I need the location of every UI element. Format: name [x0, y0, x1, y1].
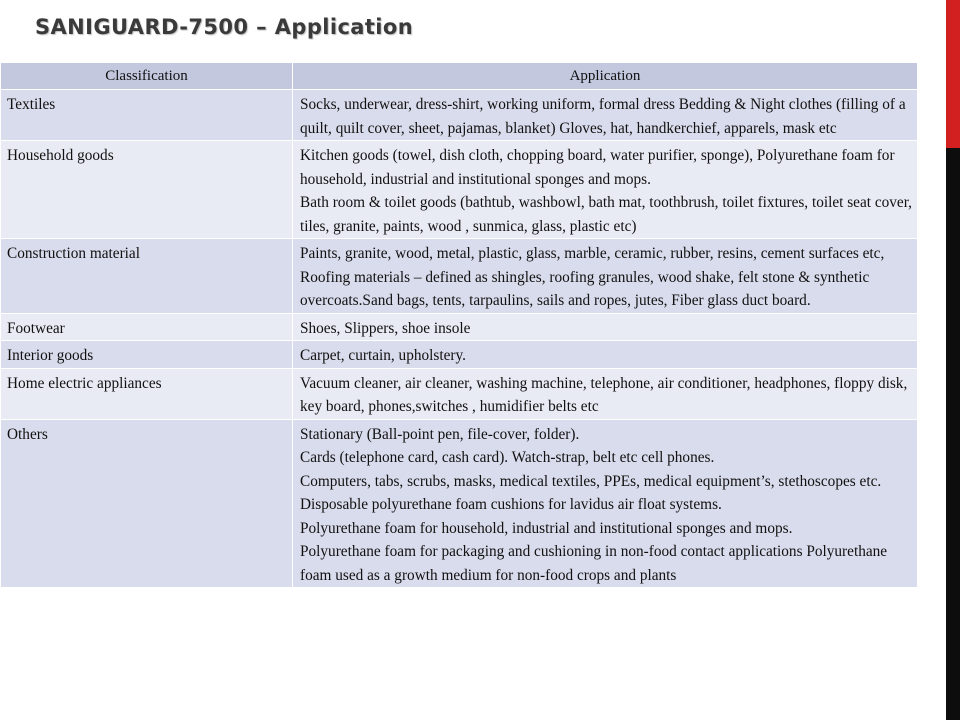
table-row — [1, 313, 918, 341]
application-line: Kitchen goods (towel, dish cloth, chopping board, water purifier, sponge), Polyurethane foam for household, industrial and institutional sponges and mops. — [300, 147, 895, 188]
classification-cell: Textiles — [1, 90, 293, 141]
application-cell — [293, 141, 918, 239]
application-line: Vacuum cleaner, air cleaner, washing machine, telephone, air conditioner, headphones, floppy disk, key board, phones,switches , humidifier belts etc — [300, 374, 908, 415]
classification-cell: Interior goods — [1, 341, 293, 369]
accent-bar-black — [946, 148, 960, 720]
application-cell — [293, 368, 918, 419]
application-cell — [293, 90, 918, 141]
table-row — [1, 419, 918, 588]
application-cell — [293, 419, 918, 588]
application-line: Socks, underwear, dress-shirt, working uniform, formal dress Bedding & Night clothes (filling of a quilt, quilt cover, sheet, pajamas, blanket) Gloves, hat, handkerchief, apparels, mask etc — [300, 96, 906, 137]
classification-cell: Household goods — [1, 141, 293, 239]
application-table — [0, 62, 918, 588]
application-line: Bath room & toilet goods (bathtub, washbowl, bath mat, toothbrush, toilet fixtures, toilet seat cover, tiles, granite, paints, wood , sunmica, glass, plastic etc) — [300, 194, 913, 235]
table-row — [1, 368, 918, 419]
application-line: Disposable polyurethane foam cushions for lavidus air float systems. — [300, 496, 722, 513]
application-line: Shoes, Slippers, shoe insole — [300, 319, 471, 337]
accent-bar-red — [946, 0, 960, 148]
table-row — [1, 141, 918, 239]
application-line: Computers, tabs, scrubs, masks, medical textiles, PPEs, medical equipment’s, stethoscopes etc. — [300, 472, 882, 490]
application-line: Cards (telephone card, cash card). Watch-strap, belt etc cell phones. — [300, 449, 715, 466]
application-line: Polyurethane foam for household, industrial and institutional sponges and mops. — [300, 519, 793, 537]
slide-title: SANIGUARD-7500 – Application — [35, 15, 414, 39]
table-row — [1, 239, 918, 314]
header-classification: Classification — [1, 63, 293, 90]
application-cell — [293, 239, 918, 314]
classification-cell: Footwear — [1, 313, 293, 341]
classification-cell: Home electric appliances — [1, 368, 293, 419]
application-line: Carpet, curtain, upholstery. — [300, 347, 466, 364]
header-application: Application — [293, 63, 918, 90]
application-line: Paints, granite, wood, metal, plastic, glass, marble, ceramic, rubber, resins, cement surfaces etc, Roofing materials – defined as shingles, roofing granules, wood shake, felt stone & synthetic overcoats.Sand bags, tents, tarpaulins, sails and ropes, jutes, Fiber glass duct board. — [300, 245, 885, 309]
application-cell — [293, 313, 918, 341]
application-line: Stationary (Ball-point pen, file-cover, folder). — [300, 425, 580, 443]
classification-cell: Construction material — [1, 239, 293, 314]
application-cell — [293, 341, 918, 369]
table-row — [1, 90, 918, 141]
application-line: Polyurethane foam for packaging and cushioning in non-food contact applications Polyurethane foam used as a growth medium for non-food crops and plants — [300, 543, 888, 584]
table-row — [1, 341, 918, 369]
classification-cell: Others — [1, 419, 293, 588]
table-header-row — [1, 63, 918, 90]
